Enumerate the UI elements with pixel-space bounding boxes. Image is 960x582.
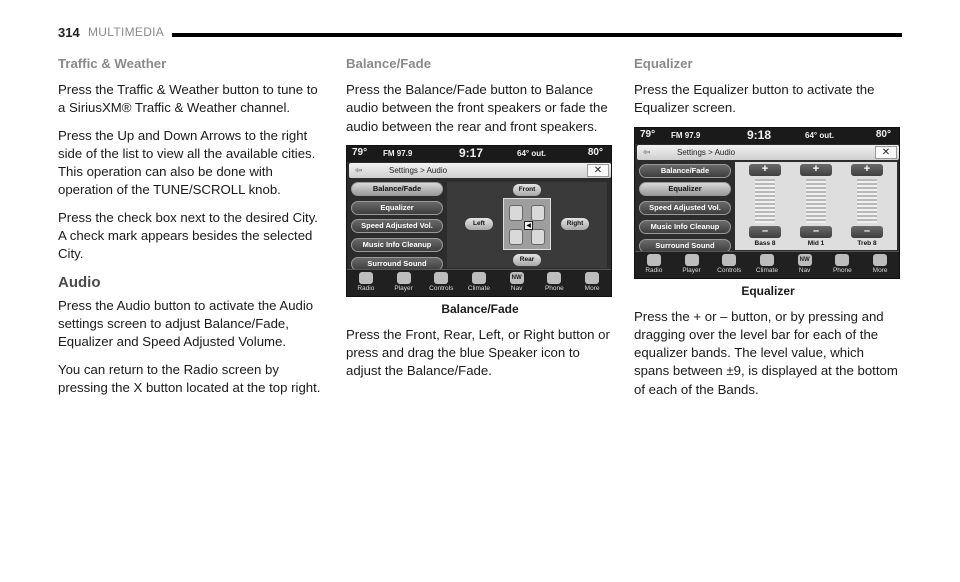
- menu-surround-sound[interactable]: Surround Sound: [639, 239, 731, 253]
- radio-icon: [647, 254, 661, 266]
- paragraph: Press the check box next to the desired City. A check mark appears besides the selected City.: [58, 209, 318, 262]
- menu-equalizer[interactable]: Equalizer: [639, 182, 731, 196]
- treble-level-label: Treb 8: [857, 239, 877, 247]
- nav-label: Nav: [510, 284, 523, 292]
- climate-icon: [760, 254, 774, 266]
- paragraph: Press the Equalizer button to activate the Equalizer screen.: [634, 82, 875, 116]
- section-name: MULTIMEDIA: [88, 25, 165, 39]
- settings-title: Settings > Audio: [389, 165, 448, 175]
- traffic-weather-heading: Traffic & Weather: [58, 56, 167, 71]
- eq-band-mid: [794, 164, 838, 248]
- rear-button[interactable]: Rear: [513, 254, 541, 266]
- paragraph: Press the Up and Down Arrows to the right side of the list to view all the available cities. This operation can also be done with operation of the TUNE/SCROLL knob.: [58, 127, 316, 198]
- temp-left: 79°: [640, 128, 656, 140]
- outside-temp: 64° out.: [805, 130, 834, 140]
- settings-title-bar: [637, 145, 899, 160]
- nav-label: More: [584, 284, 600, 292]
- speaker-icon[interactable]: ◀: [524, 221, 533, 230]
- nav-label: Phone: [544, 284, 564, 292]
- balance-fade-screenshot: [346, 145, 612, 297]
- equalizer-heading: Equalizer: [634, 56, 693, 71]
- column-3: [634, 54, 902, 408]
- seat-icon: [509, 205, 523, 221]
- status-bar: [347, 146, 611, 162]
- clock: 9:18: [747, 127, 772, 142]
- more-icon: [585, 272, 599, 284]
- audio-menu: [351, 182, 443, 276]
- nav-controls[interactable]: [426, 270, 456, 296]
- menu-balance-fade[interactable]: Balance/Fade: [351, 182, 443, 196]
- nav-icon: NW: [510, 272, 524, 284]
- nav-more[interactable]: [865, 252, 895, 278]
- temp-right: 80°: [875, 128, 891, 140]
- phone-icon: [547, 272, 561, 284]
- bottom-nav: [635, 251, 899, 278]
- menu-balance-fade[interactable]: Balance/Fade: [639, 164, 731, 178]
- clock: 9:17: [459, 145, 484, 160]
- seat-icon: [531, 229, 545, 245]
- bass-plus-button[interactable]: +: [749, 164, 781, 176]
- bass-level-label: Bass 8: [754, 239, 776, 247]
- equalizer-panel: [735, 162, 897, 250]
- mid-plus-button[interactable]: +: [800, 164, 832, 176]
- front-button[interactable]: Front: [513, 184, 541, 196]
- nav-icon: NW: [798, 254, 812, 266]
- treble-level-bar[interactable]: [857, 179, 877, 223]
- nav-label: Phone: [832, 266, 852, 274]
- menu-music-info-cleanup[interactable]: Music Info Cleanup: [351, 238, 443, 252]
- balance-fade-panel: [447, 182, 607, 268]
- settings-title: Settings > Audio: [677, 147, 736, 157]
- nav-more[interactable]: [577, 270, 607, 296]
- eq-band-treble: [845, 164, 889, 248]
- nav-climate[interactable]: [752, 252, 782, 278]
- phone-icon: [835, 254, 849, 266]
- mid-minus-button[interactable]: –: [800, 226, 832, 238]
- treble-plus-button[interactable]: +: [851, 164, 883, 176]
- eq-band-bass: [743, 164, 787, 248]
- settings-title-bar: [349, 163, 611, 178]
- bass-minus-button[interactable]: –: [749, 226, 781, 238]
- player-icon: [685, 254, 699, 266]
- back-arrow-icon[interactable]: ⇦: [643, 146, 651, 157]
- close-icon[interactable]: ✕: [875, 146, 897, 159]
- menu-speed-adjusted-vol[interactable]: Speed Adjusted Vol.: [639, 201, 731, 215]
- nav-label: More: [872, 266, 888, 274]
- nav-label: Climate: [467, 284, 490, 292]
- nav-player[interactable]: [389, 270, 419, 296]
- controls-icon: [434, 272, 448, 284]
- balance-fade-heading: Balance/Fade: [346, 56, 432, 71]
- controls-icon: [722, 254, 736, 266]
- page-number: 314: [58, 25, 80, 40]
- paragraph: Press the Balance/Fade button to Balance audio between the front speakers or fade the audio between the rear and front speakers.: [346, 82, 608, 134]
- nav-label: Nav: [798, 266, 811, 274]
- nav-label: Radio: [645, 266, 663, 274]
- nav-label: Climate: [755, 266, 778, 274]
- header-rule: [172, 33, 902, 37]
- nav-controls[interactable]: [714, 252, 744, 278]
- nav-label: Controls: [717, 266, 742, 274]
- nav-nav[interactable]: [790, 252, 820, 278]
- back-arrow-icon[interactable]: ⇦: [355, 164, 363, 175]
- cabin-grid[interactable]: [503, 198, 551, 250]
- temp-left: 79°: [352, 146, 368, 158]
- more-icon: [873, 254, 887, 266]
- climate-icon: [472, 272, 486, 284]
- left-button[interactable]: Left: [465, 218, 493, 230]
- audio-heading: Audio: [58, 273, 101, 291]
- station: FM 97.9: [671, 130, 701, 140]
- nav-label: Controls: [429, 284, 454, 292]
- nav-phone[interactable]: [539, 270, 569, 296]
- outside-temp: 64° out.: [517, 148, 546, 158]
- temp-right: 80°: [587, 146, 603, 158]
- status-bar: [635, 128, 899, 144]
- column-2: [346, 54, 614, 390]
- mid-level-bar[interactable]: [806, 179, 826, 223]
- nav-label: Player: [394, 284, 413, 292]
- station: FM 97.9: [383, 148, 413, 158]
- paragraph: Press the Audio button to activate the Audio settings screen to adjust Balance/Fade, Equalizer and Speed Adjusted Volume.: [58, 297, 314, 350]
- nav-radio[interactable]: [351, 270, 381, 296]
- right-button[interactable]: Right: [561, 218, 589, 230]
- paragraph: You can return to the Radio screen by pressing the X button located at the top right.: [58, 361, 321, 395]
- menu-speed-adjusted-vol[interactable]: Speed Adjusted Vol.: [351, 219, 443, 233]
- paragraph: Press the + or – button, or by pressing and dragging over the level bar for each of the equalizer bands. The level value, which spans between ±9, is displayed at the bottom of each of the Bands.: [634, 308, 898, 397]
- menu-surround-sound[interactable]: Surround Sound: [351, 257, 443, 271]
- figure-caption: Balance/Fade: [441, 301, 519, 316]
- audio-menu: [639, 164, 731, 258]
- bass-level-bar[interactable]: [755, 179, 775, 223]
- player-icon: [397, 272, 411, 284]
- nav-label: Player: [682, 266, 701, 274]
- equalizer-screenshot: [634, 127, 900, 279]
- paragraph: Press the Traffic & Weather button to tune to a SiriusXM® Traffic & Weather channel.: [58, 82, 318, 116]
- seat-icon: [509, 229, 523, 245]
- column-1: [58, 54, 326, 406]
- seat-icon: [531, 205, 545, 221]
- page-header: [58, 22, 902, 46]
- nav-climate[interactable]: [464, 270, 494, 296]
- bottom-nav: [347, 269, 611, 296]
- menu-equalizer[interactable]: Equalizer: [351, 201, 443, 215]
- mid-level-label: Mid 1: [807, 239, 825, 247]
- nav-label: Radio: [357, 284, 375, 292]
- nav-phone[interactable]: [827, 252, 857, 278]
- treble-minus-button[interactable]: –: [851, 226, 883, 238]
- nav-nav[interactable]: [502, 270, 532, 296]
- nav-radio[interactable]: [639, 252, 669, 278]
- radio-icon: [359, 272, 373, 284]
- menu-music-info-cleanup[interactable]: Music Info Cleanup: [639, 220, 731, 234]
- nav-player[interactable]: [677, 252, 707, 278]
- figure-caption: Equalizer: [741, 283, 795, 298]
- paragraph: Press the Front, Rear, Left, or Right button or press and drag the blue Speaker icon to adjust the Balance/Fade.: [346, 326, 610, 379]
- close-icon[interactable]: ✕: [587, 164, 609, 177]
